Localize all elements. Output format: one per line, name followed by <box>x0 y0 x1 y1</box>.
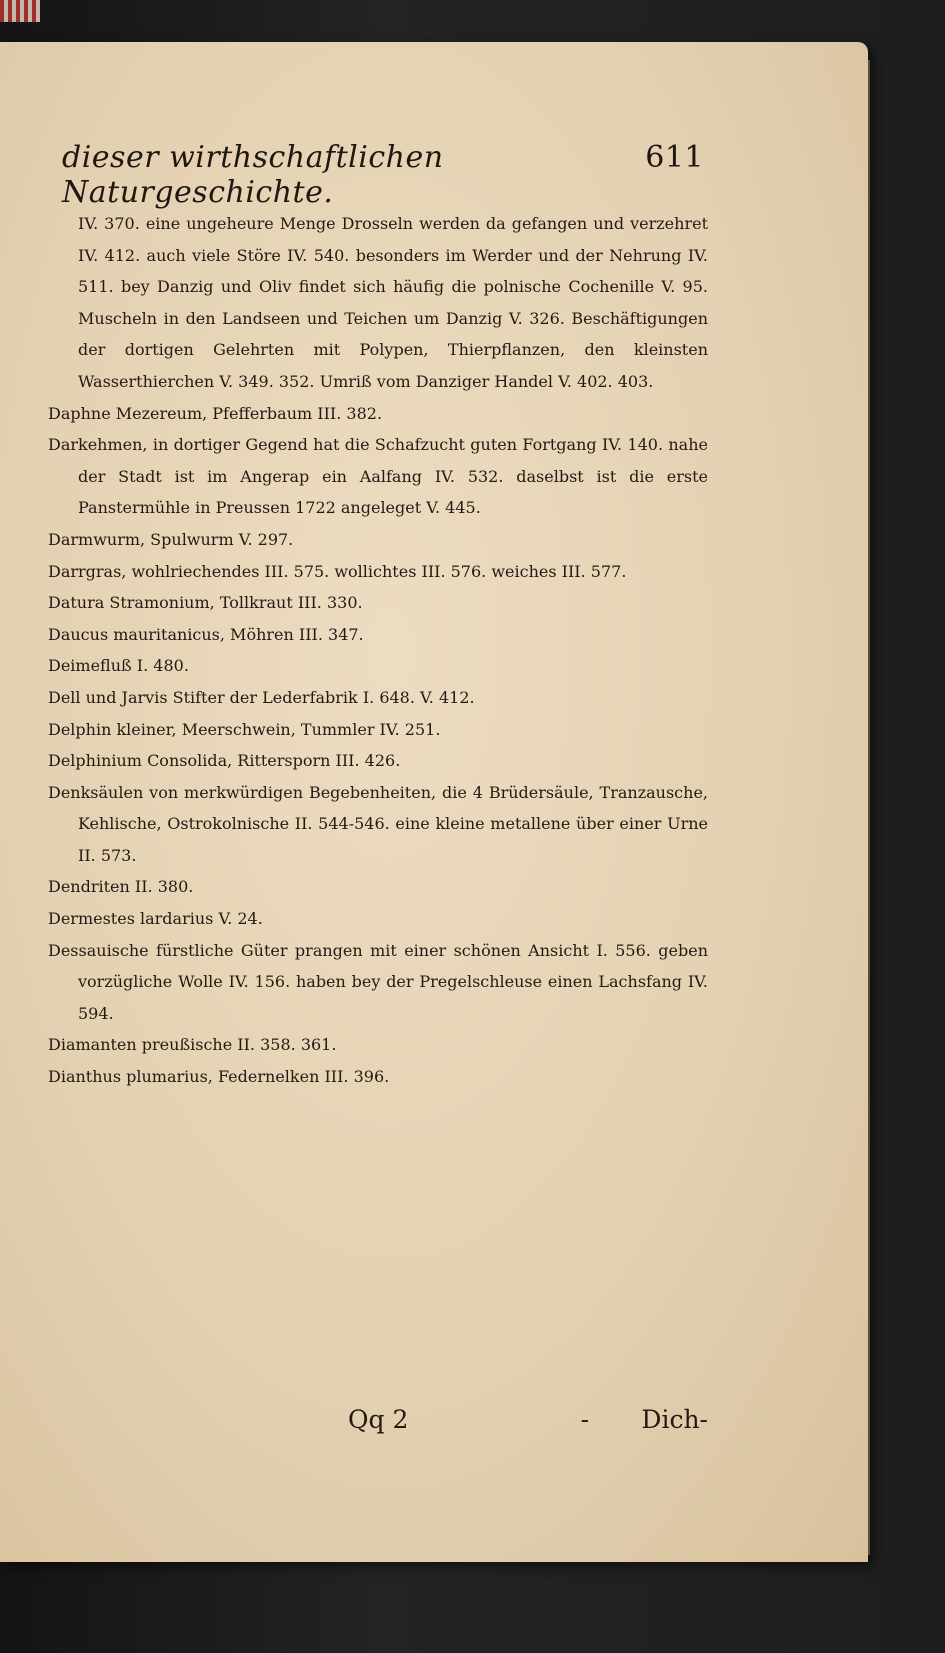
index-entry-denksaeulen: Denksäulen von merkwürdigen Begebenheiten, die 4 Brüdersäule, Tranzausche, Kehlische, Ostrokolnische II. 544-546. eine kleine metallene über einer Urne II. 573. <box>48 782 708 865</box>
bookmark-ribbon <box>0 0 40 22</box>
catchword: Dich- <box>641 1405 708 1434</box>
index-entry-delphin: Delphin kleiner, Meerschwein, Tummler IV. 251. <box>48 719 441 739</box>
index-entry-darmwurm: Darmwurm, Spulwurm V. 297. <box>48 529 294 549</box>
index-entry-diamanten: Diamanten preußische II. 358. 361. <box>48 1035 337 1055</box>
index-entry-daucus: Daucus mauritanicus, Möhren III. 347. <box>48 624 364 644</box>
page-number: 611 <box>645 140 704 175</box>
index-entry-dianthus: Dianthus plumarius, Federnelken III. 396. <box>48 1067 390 1087</box>
index-entry-darkehmen: Darkehmen, in dortiger Gegend hat die Schafzucht guten Fortgang IV. 140. nahe der Stadt ist im Angerap ein Aalfang IV. 532. daselbst ist die erste Panstermühle in Preussen 1722 angeleget V. 445. <box>48 435 708 518</box>
index-entry-dermestes: Dermestes lardarius V. 24. <box>48 909 263 929</box>
index-entry-daphne: Daphne Mezereum, Pfefferbaum III. 382. <box>48 403 383 423</box>
index-entry-darrgras: Darrgras, wohlriechendes III. 575. wollichtes III. 576. weiches III. 577. <box>48 561 627 581</box>
index-entry-continuation: IV. 370. eine ungeheure Menge Drosseln werden da gefangen und verzehret IV. 412. auch viele Störe IV. 540. besonders im Werder und der Nehrung IV. 511. bey Danzig und Oliv findet sich häufig die polnische Cochenille V. 95. Muscheln in den Landseen und Teichen um Danzig V. 326. Beschäftigungen der dortigen Gelehrten mit Polypen, Thierpflanzen, den kleinsten Wasserthierchen V. 349. 352. Umriß vom Danziger Handel V. 402. 403. <box>78 214 708 391</box>
index-entry-deimefluss: Deimefluß I. 480. <box>48 656 189 676</box>
index-entry-dessauische: Dessauische fürstliche Güter prangen mit einer schönen Ansicht I. 556. geben vorzügliche Wolle IV. 156. haben bey der Pregelschleuse einen Lachsfang IV. 594. <box>48 940 708 1023</box>
footer-dash: - <box>580 1405 590 1434</box>
running-head-title: dieser wirthschaftlichen Naturgeschichte. <box>62 140 444 210</box>
page-footer <box>48 1405 708 1434</box>
running-head <box>62 140 704 210</box>
signature-mark: Qq 2 <box>348 1405 409 1434</box>
index-entry-datura: Datura Stramonium, Tollkraut III. 330. <box>48 593 363 613</box>
index-entry-dell-jarvis: Dell und Jarvis Stifter der Lederfabrik I. 648. V. 412. <box>48 687 475 707</box>
index-entry-delphinium: Delphinium Consolida, Rittersporn III. 426. <box>48 751 401 771</box>
index-entry-dendriten: Dendriten II. 380. <box>48 877 194 897</box>
index-entries <box>48 208 708 1093</box>
